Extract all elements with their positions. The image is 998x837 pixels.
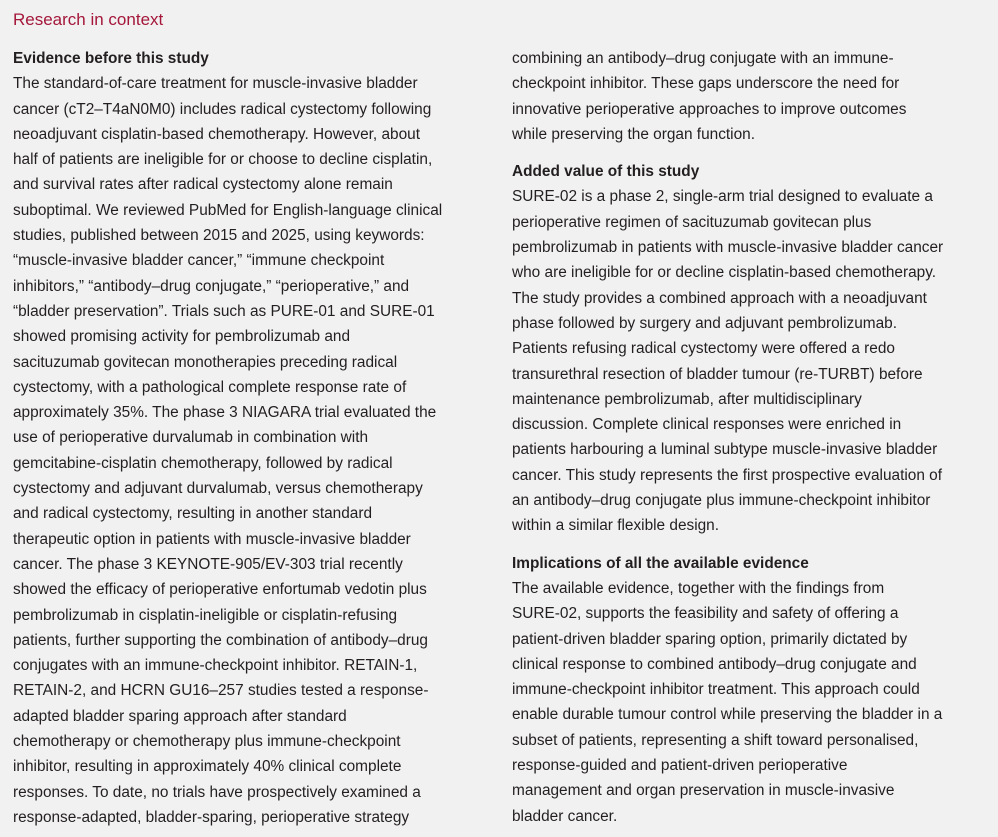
text-line: while preserving the organ function. <box>512 125 755 143</box>
text-line: immune-checkpoint inhibitor treatment. This approach could <box>512 681 920 699</box>
text-line: inhibitors,” “antibody–drug conjugate,” “perioperative,” and <box>13 277 410 295</box>
text-line: cystectomy, with a pathological complete response rate of <box>13 378 407 396</box>
text-line: pembrolizumab in patients with muscle-invasive bladder cancer <box>512 239 944 257</box>
section-body-implications <box>512 576 992 829</box>
section-heading-implications: Implications of all the available evidence <box>512 554 809 572</box>
text-line: The study provides a combined approach with a neoadjuvant <box>512 289 927 307</box>
text-line: checkpoint inhibitor. These gaps underscore the need for <box>512 75 900 93</box>
text-line: clinical response to combined antibody–drug conjugate and <box>512 655 917 673</box>
text-line: sacituzumab govitecan monotherapies preceding radical <box>13 353 398 371</box>
text-line: SURE-02, supports the feasibility and safety of offering a <box>512 605 899 623</box>
text-line: innovative perioperative approaches to improve outcomes <box>512 100 907 118</box>
text-line: combining an antibody–drug conjugate with an immune- <box>512 50 894 67</box>
text-line: therapeutic option in patients with muscle-invasive bladder <box>13 530 411 548</box>
text-line: enable durable tumour control while preserving the bladder in a <box>512 706 943 724</box>
left-column <box>13 46 491 830</box>
text-line: gemcitabine-cisplatin chemotherapy, followed by radical <box>13 454 393 472</box>
text-line: response-adapted, bladder-sparing, perioperative strategy <box>13 808 410 826</box>
section-body-added-value <box>512 184 992 538</box>
section-body-evidence-before <box>13 71 491 830</box>
text-line: who are ineligible for or decline cisplatin-based chemotherapy. <box>512 264 937 282</box>
text-line: response-guided and patient-driven perioperative <box>512 757 848 775</box>
text-line: management and organ preservation in muscle-invasive <box>512 782 895 800</box>
text-line: RETAIN-2, and HCRN GU16–257 studies tested a response- <box>13 682 429 700</box>
section-heading-added-value: Added value of this study <box>512 163 700 181</box>
text-line: cancer (cT2–T4aN0M0) includes radical cystectomy following <box>13 100 432 118</box>
text-line: an antibody–drug conjugate plus immune-checkpoint inhibitor <box>512 492 931 510</box>
text-line: The standard-of-care treatment for muscle-invasive bladder <box>13 75 418 93</box>
text-line: and survival rates after radical cystectomy alone remain <box>13 176 393 194</box>
text-line: bladder cancer. <box>512 807 618 825</box>
text-line: cystectomy and adjuvant durvalumab, versus chemotherapy <box>13 480 423 498</box>
text-line: transurethral resection of bladder tumour (re-TURBT) before <box>512 365 923 383</box>
text-line: The available evidence, together with the findings from <box>512 579 885 597</box>
text-line: “bladder preservation”. Trials such as PURE-01 and SURE-01 <box>13 302 435 320</box>
text-line: chemotherapy or chemotherapy plus immune-checkpoint <box>13 733 401 751</box>
text-line: half of patients are ineligible for or choose to decline cisplatin, <box>13 151 433 169</box>
text-line: “muscle-invasive bladder cancer,” “immune checkpoint <box>13 252 385 270</box>
section-heading-evidence-before: Evidence before this study <box>13 50 209 67</box>
text-line: responses. To date, no trials have prospectively examined a <box>13 783 421 801</box>
text-line: neoadjuvant cisplatin-based chemotherapy. However, about <box>13 125 420 143</box>
text-line: SURE-02 is a phase 2, single-arm trial designed to evaluate a <box>512 188 933 206</box>
text-line: cancer. This study represents the first prospective evaluation of <box>512 466 943 484</box>
text-line: patient-driven bladder sparing option, primarily dictated by <box>512 630 908 648</box>
text-line: conjugates with an immune-checkpoint inhibitor. RETAIN-1, <box>13 657 418 675</box>
text-line: showed promising activity for pembrolizumab and <box>13 328 351 346</box>
text-line: showed the efficacy of perioperative enfortumab vedotin plus <box>13 581 427 599</box>
right-column <box>512 46 992 829</box>
text-line: patients harbouring a luminal subtype muscle-invasive bladder <box>512 441 938 459</box>
text-line: and radical cystectomy, resulting in another standard <box>13 505 373 523</box>
section-gap <box>512 147 992 159</box>
text-line: studies, published between 2015 and 2025, using keywords: <box>13 227 425 245</box>
text-line: pembrolizumab in cisplatin-ineligible or cisplatin-refusing <box>13 606 398 624</box>
text-line: approximately 35%. The phase 3 NIAGARA trial evaluated the <box>13 404 437 422</box>
text-line: within a similar flexible design. <box>512 517 720 535</box>
text-line: cancer. The phase 3 KEYNOTE-905/EV-303 trial recently <box>13 555 403 573</box>
section-body-evidence-before-continued <box>512 46 992 147</box>
text-line: perioperative regimen of sacituzumab govitecan plus <box>512 213 872 231</box>
text-line: Patients refusing radical cystectomy were offered a redo <box>512 340 895 358</box>
text-line: discussion. Complete clinical responses were enriched in <box>512 416 902 434</box>
text-line: patients, further supporting the combination of antibody–drug <box>13 631 428 649</box>
text-line: inhibitor, resulting in approximately 40% clinical complete <box>13 758 402 776</box>
section-gap <box>512 539 992 551</box>
panel-title: Research in context <box>13 10 164 29</box>
text-line: use of perioperative durvalumab in combination with <box>13 429 369 447</box>
text-line: maintenance pembrolizumab, after multidisciplinary <box>512 390 862 408</box>
text-line: subset of patients, representing a shift toward personalised, <box>512 731 919 749</box>
text-line: adapted bladder sparing approach after standard <box>13 707 347 725</box>
text-line: suboptimal. We reviewed PubMed for English-language clinical <box>13 201 443 219</box>
text-line: phase followed by surgery and adjuvant pembrolizumab. <box>512 314 897 332</box>
